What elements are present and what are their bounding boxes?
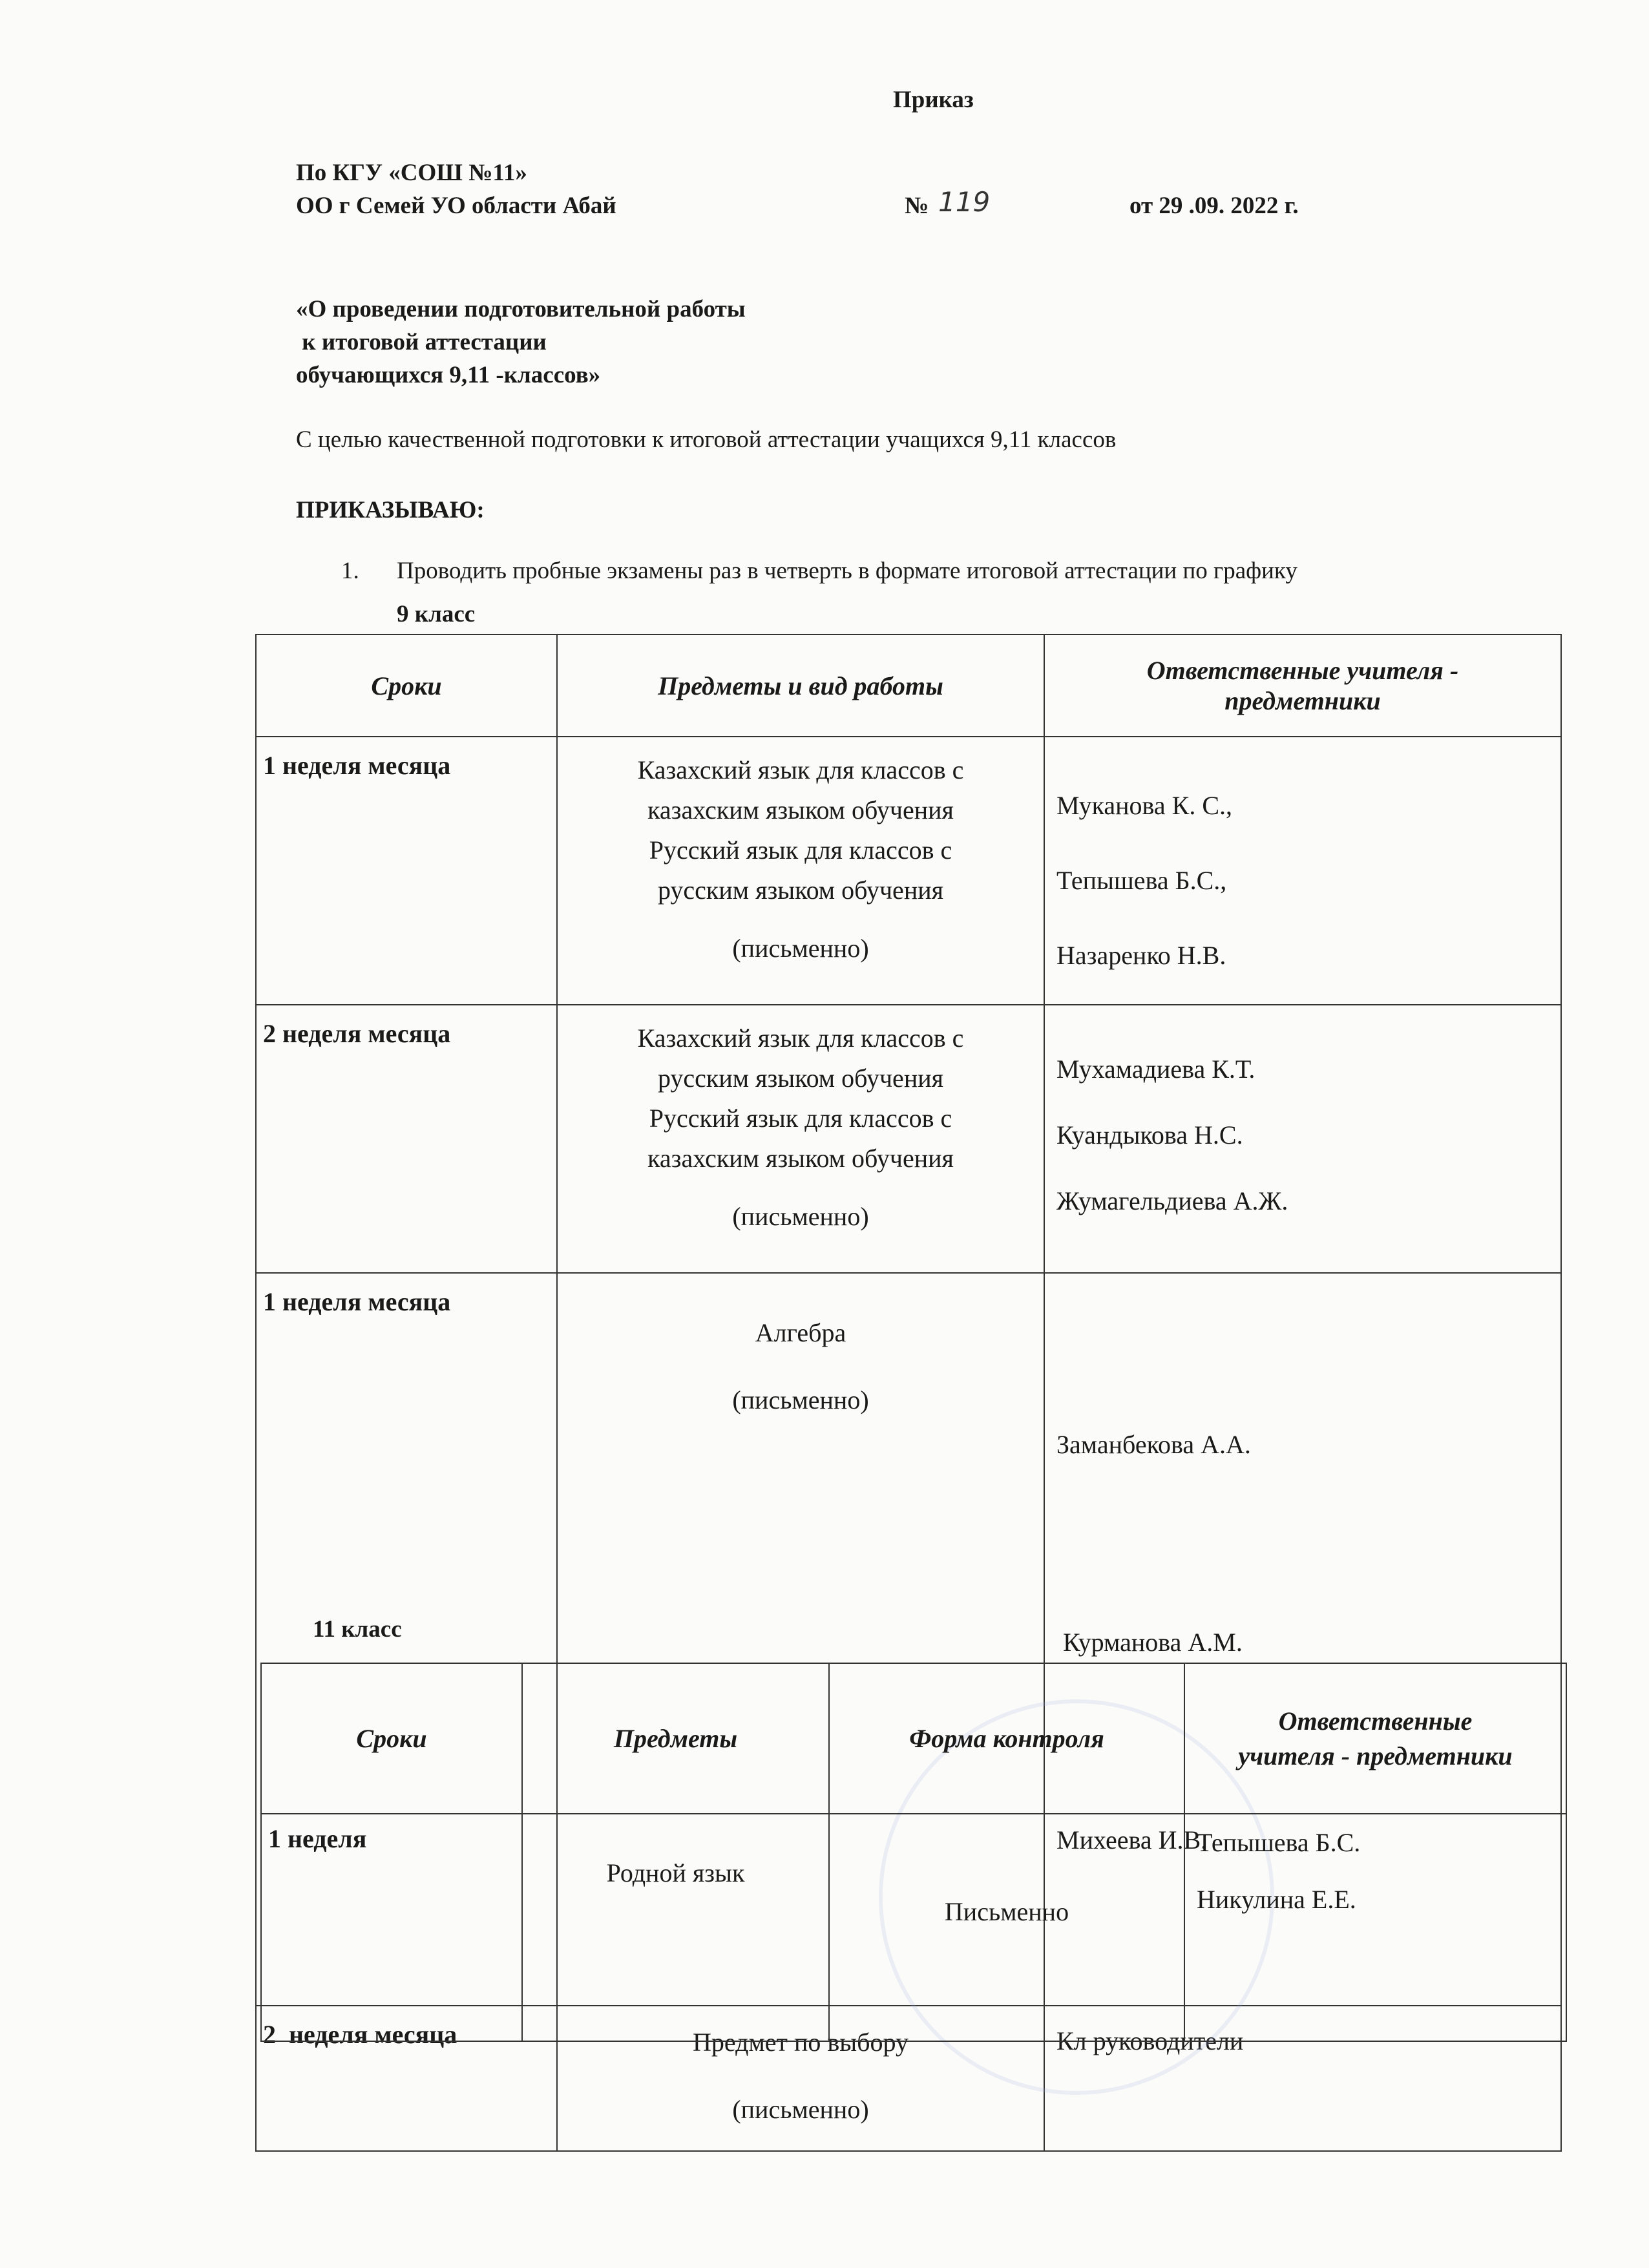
teacher-name: Кл руководители — [1056, 2026, 1244, 2055]
subject-cell — [557, 1005, 1044, 1273]
grade-9-label: 9 класс — [397, 601, 476, 627]
order-date: от 29 .09. 2022 г. — [1129, 193, 1299, 219]
subject-line: «О проведении подготовительной работы — [296, 296, 746, 322]
header-period: Сроки — [261, 1663, 522, 1814]
subject-line: казахским языком обучения — [647, 1144, 954, 1173]
org-line-2: ОО г Семей УО области Абай — [296, 193, 616, 219]
period-cell: 1 неделя месяца — [256, 1273, 557, 2006]
org-line-1: По КГУ «СОШ №11» — [296, 160, 527, 186]
table-row — [256, 1005, 1561, 1273]
teacher-name: Курманова А.М. — [1056, 1628, 1243, 1657]
period-cell: 1 неделя месяца — [256, 737, 557, 1005]
list-item-text: Проводить пробные экзамены раз в четверть в формате итоговой аттестации по графику — [397, 558, 1297, 584]
teacher-name: Жумагельдиева А.Ж. — [1056, 1186, 1288, 1215]
period-cell: 1 неделя — [261, 1814, 522, 2041]
purpose-text: С целью качественной подготовки к итоговой аттестации учащихся 9,11 классов — [296, 426, 1117, 453]
grade-11-label: 11 класс — [313, 1616, 402, 1643]
header-teachers: Ответственные учителя - предметники — [1044, 635, 1561, 737]
table-header-row — [256, 635, 1561, 737]
teachers-cell — [1044, 1005, 1561, 1273]
teacher-name: Муканова К. С., — [1056, 791, 1233, 820]
teacher-name: Тепышева Б.С., — [1056, 866, 1227, 895]
subject-cell — [557, 737, 1044, 1005]
mode-text: (письменно) — [732, 934, 869, 963]
teacher-name: Михеева И.В. — [1056, 1825, 1208, 1854]
mode-text: (письменно) — [732, 2095, 869, 2124]
table-row — [256, 737, 1561, 1005]
header-form: Форма контроля — [829, 1663, 1184, 1814]
order-subject — [296, 293, 746, 392]
subject-line: обучающихся 9,11 -классов» — [296, 362, 601, 389]
teacher-name: Никулина Е.Е. — [1197, 1885, 1356, 1914]
subject-line: русским языком обучения — [657, 1064, 944, 1093]
order-word: ПРИКАЗЫВАЮ: — [296, 497, 485, 523]
teacher-name: Тепышева Б.С. — [1197, 1828, 1361, 1857]
subject-cell: Родной язык — [522, 1814, 829, 2041]
header-subject: Предметы и вид работы — [557, 635, 1044, 737]
mode-text: (письменно) — [732, 1202, 869, 1231]
subject-line: Казахский язык для классов с — [637, 755, 964, 784]
subject-line: Русский язык для классов с — [649, 1104, 952, 1133]
period-cell: 2 неделя месяца — [256, 1005, 557, 1273]
order-number-handwritten: 119 — [938, 186, 991, 218]
teacher-name: Заманбекова А.А. — [1056, 1430, 1251, 1459]
subject-line: Предмет по выбору — [692, 2028, 909, 2057]
schedule-table-grade-11 — [260, 1663, 1567, 2042]
table-row — [261, 1814, 1566, 2041]
document-title: Приказ — [893, 87, 974, 113]
header-period: Сроки — [256, 635, 557, 737]
list-item-number: 1. — [341, 558, 359, 584]
header-subject: Предметы — [522, 1663, 829, 1814]
teacher-name: Назаренко Н.В. — [1056, 941, 1226, 970]
teachers-cell — [1044, 737, 1561, 1005]
teacher-name: Мухамадиева К.Т. — [1056, 1055, 1255, 1084]
subject-line: Алгебра — [755, 1318, 846, 1347]
order-number-label: № — [905, 193, 929, 219]
header-teachers: Ответственные учителя - предметники — [1184, 1663, 1566, 1814]
period-cell: 2 неделя месяца — [256, 2006, 557, 2151]
mode-text: (письменно) — [732, 1385, 869, 1414]
form-cell: Письменно — [829, 1814, 1184, 2041]
teacher-name: Куандыкова Н.С. — [1056, 1120, 1243, 1150]
teachers-cell — [1184, 1814, 1566, 2041]
subject-line: русским языком обучения — [657, 876, 944, 905]
subject-line: Русский язык для классов с — [649, 835, 952, 865]
table-header-row — [261, 1663, 1566, 1814]
subject-line: казахским языком обучения — [647, 795, 954, 824]
subject-line: к итоговой аттестации — [296, 329, 547, 356]
subject-line: Казахский язык для классов с — [637, 1024, 964, 1053]
